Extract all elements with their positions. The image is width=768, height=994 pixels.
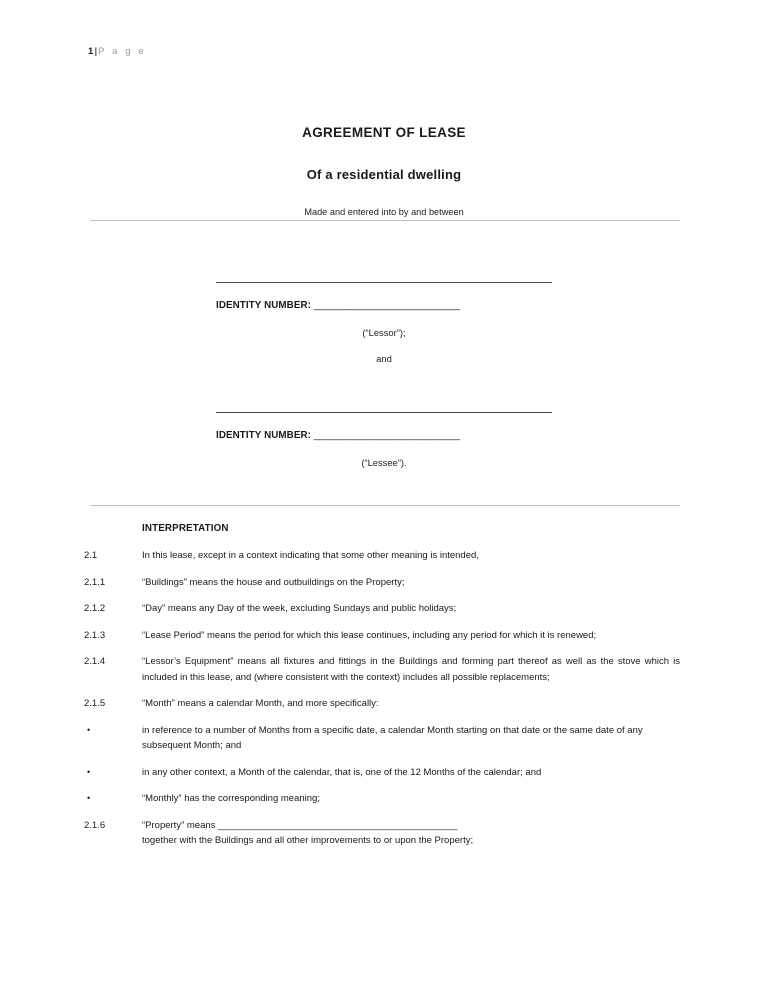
- clause-text: [142, 818, 680, 849]
- clause-text: “Monthly” has the corresponding meaning;: [142, 793, 320, 804]
- divider-bottom: [90, 505, 680, 506]
- clause-row-property: [84, 818, 680, 849]
- clause-text: in reference to a number of Months from a specific date, a calendar Month starting on that date or the same date of any subsequent Month; and: [142, 724, 643, 751]
- bullet-icon: •: [87, 793, 91, 803]
- party-conjunction: and: [376, 353, 392, 364]
- lessee-identity-blank[interactable]: ______________________________: [313, 430, 460, 441]
- clause-text: In this lease, except in a context indicating that some other meaning is intended,: [142, 550, 479, 561]
- lessee-identity-label: IDENTITY NUMBER:: [216, 430, 312, 441]
- clause-row: [84, 654, 680, 685]
- clause-row: [84, 628, 680, 644]
- clause-number: 2.1: [84, 550, 98, 561]
- title-block: [88, 124, 680, 219]
- page-number: 1: [88, 46, 94, 57]
- clause-number: 2.1.3: [84, 629, 106, 641]
- clause-row: [84, 575, 680, 591]
- divider-top: [90, 220, 680, 221]
- clause-text: “Day” means any Day of the week, excluding Sundays and public holidays;: [142, 603, 457, 614]
- clause-text: “Month” means a calendar Month, and more specifically:: [142, 698, 379, 709]
- clause-number: 2.1.5: [84, 698, 106, 709]
- party-block-lessor: [88, 282, 680, 366]
- clause-row-bullet: [84, 723, 680, 754]
- page-header: [88, 45, 146, 59]
- lessee-name-blank-line[interactable]: [216, 412, 552, 413]
- clause-number: 2.1.4: [84, 656, 106, 667]
- clause-text: in any other context, a Month of the calendar, that is, one of the 12 Months of the calendar; and: [142, 766, 542, 778]
- document-preamble: Made and entered into by and between: [304, 207, 464, 217]
- document-title: AGREEMENT OF LEASE: [302, 125, 466, 140]
- clause-row: [84, 548, 680, 564]
- bullet-icon: •: [87, 766, 91, 777]
- clause-row-bullet: [84, 765, 680, 781]
- clause-row-bullet: [84, 791, 680, 807]
- page-header-separator: |: [94, 46, 98, 57]
- clause-number: 2.1.2: [84, 603, 106, 614]
- interpretation-section: [84, 522, 680, 860]
- clause-row: [84, 601, 680, 617]
- document-subtitle: Of a residential dwelling: [306, 167, 462, 182]
- lessor-identity-row: [216, 299, 680, 313]
- property-clause-blank[interactable]: ___________________________________________________: [218, 819, 457, 831]
- lessor-name-blank-line[interactable]: [216, 282, 552, 283]
- property-clause-lead: “Property” means: [142, 819, 219, 831]
- clause-text: “Lessor’s Equipment” means all fixtures and fittings in the Buildings and forming part thereof as well as the stove which is included in this lease, and (where consistent with the context) includes all possible replacements;: [142, 656, 680, 683]
- party-block-lessee: [88, 412, 680, 470]
- lessor-identity-blank[interactable]: ______________________________: [313, 300, 460, 311]
- lessor-identity-label: IDENTITY NUMBER:: [216, 300, 312, 311]
- property-clause-continuation: together with the Buildings and all other improvements to or upon the Property;: [142, 835, 474, 846]
- clause-number: 2.1.6: [84, 819, 106, 831]
- lessee-identity-row: [216, 429, 680, 443]
- section-heading-interpretation: INTERPRETATION: [142, 523, 229, 534]
- clause-row: [84, 696, 680, 712]
- bullet-icon: •: [87, 724, 91, 735]
- lessee-tag: (“Lessee”).: [361, 457, 407, 468]
- lessor-tag: (“Lessor”);: [362, 327, 406, 338]
- page-header-label: P a g e: [98, 46, 147, 57]
- clause-number: 2.1.1: [84, 576, 106, 588]
- clause-text: “Buildings” means the house and outbuildings on the Property;: [142, 576, 405, 588]
- clause-text: “Lease Period” means the period for which this lease continues, including any period for which it is renewed;: [142, 629, 597, 641]
